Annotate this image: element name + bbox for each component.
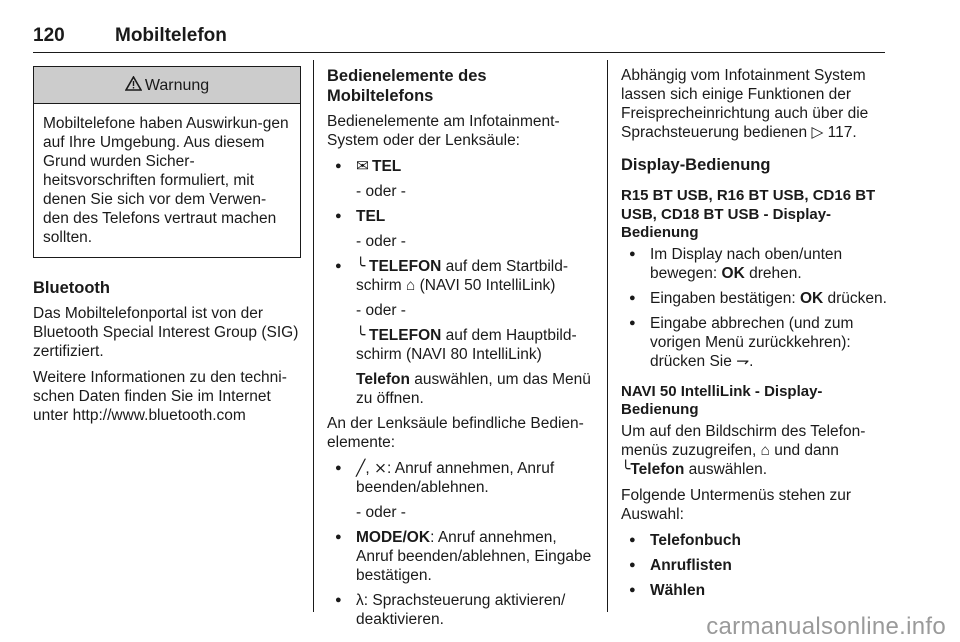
handset-icon: ╰ (356, 327, 366, 344)
page-title: Mobiltelefon (115, 25, 227, 46)
or-text: - oder - (356, 504, 406, 521)
warning-header (34, 67, 300, 104)
list-item: ● ✉ TEL - oder - (327, 157, 593, 201)
home-icon: ⌂ (405, 277, 416, 294)
display-controls-list (621, 245, 887, 371)
column-divider (607, 60, 608, 612)
paragraph: Das Mobiltelefonportal ist von der Bluetooth Special Interest Group (SIG) zertifiziert. (33, 305, 299, 360)
answer-call-icon: ╱ (356, 460, 366, 477)
paragraph: Abhängig vom Infotainment System lassen sich einige Funktionen der Freisprecheinrichtung auch über die Sprachsteuerung bedienen ▷ 117. (621, 67, 869, 141)
watermark: carmanualsonline.info (706, 613, 946, 640)
list-item: ● Im Display nach oben/unten bewegen: OK drehen. (621, 245, 887, 283)
list-item: ● Wählen (621, 581, 887, 600)
list-item: ● MODE/OK: Anruf annehmen, Anruf beenden/ablehnen, Eingabe bestätigen. (327, 528, 593, 585)
subsection-heading: R15 BT USB, R16 BT USB, CD16 BT USB, CD18 BT USB - Display-Bedienung (621, 187, 876, 241)
paragraph: Folgende Untermenüs stehen zur Auswahl: (621, 486, 852, 523)
display-heading: Display-Bedienung (621, 156, 771, 174)
controls-list (327, 157, 593, 408)
bluetooth-heading: Bluetooth (33, 279, 110, 297)
paragraph: Weitere Informationen zu den techni-schen Daten finden Sie im Internet unter http://www.bluetooth.com (33, 369, 287, 424)
warning-title: Warnung (144, 77, 210, 94)
page-reference-icon: ▷ (811, 124, 824, 141)
page-header (33, 22, 885, 53)
voice-control-icon: λ (356, 592, 364, 609)
phone-key-icon: ✉ (356, 158, 369, 175)
subsection-heading: NAVI 50 IntelliLink - Display-Bedienung (621, 382, 823, 418)
list-item: ● Eingabe abbrechen (und zum vorigen Menü zurückkehren): drücken Sie ⇁. (621, 314, 887, 371)
warning-triangle-icon (125, 77, 142, 94)
or-text: - oder - (356, 302, 406, 319)
section-heading: Bedienelemente des Mobiltelefons (327, 67, 487, 105)
handset-icon: ╰ (621, 460, 631, 478)
column-1 (33, 66, 301, 432)
home-icon: ⌂ (760, 441, 770, 459)
list-item: ● Eingaben bestätigen: OK drücken. (621, 289, 887, 308)
list-item: ● ╰ TELEFON auf dem Startbild-schirm ⌂ (NAVI 50 IntelliLink) - oder - ╰ TELEFON auf dem Hauptbild-schirm (NAVI 80 IntelliLink) Telefon auswählen, um das Menü zu öffnen. (327, 257, 593, 408)
column-2 (327, 66, 593, 635)
warning-text: Mobiltelefone haben Auswirkun-gen auf Ihre Umgebung. Aus diesem Grund wurden Sicher-heitsvorschriften formuliert, mit denen Sie sich vor dem Verwen-den des Telefons vertraut machen sollten. (43, 115, 289, 246)
handset-icon: ╰ (356, 258, 366, 275)
warning-box (33, 66, 301, 258)
paragraph: Bedienelemente am Infotainment-System oder der Lenksäule: (327, 113, 560, 149)
submenu-list (621, 531, 887, 600)
list-item: ● λ: Sprachsteuerung aktivieren/ deaktivieren. (327, 591, 593, 629)
steering-controls-list (327, 459, 593, 629)
paragraph: An der Lenksäule befindliche Bedien-elemente: (327, 415, 584, 451)
list-item: ● Anruflisten (621, 556, 887, 575)
column-divider (313, 60, 314, 612)
column-3 (621, 66, 887, 606)
hang-up-icon: ⨯ (373, 460, 387, 477)
page-number: 120 (33, 25, 65, 46)
list-item: ● Telefonbuch (621, 531, 887, 550)
back-arrow-icon: ⇁ (736, 352, 750, 370)
list-item: ● TEL - oder - (327, 207, 593, 251)
or-text: - oder - (356, 233, 406, 250)
list-item: ● ╱, ⨯: Anruf annehmen, Anruf beenden/ablehnen. - oder - (327, 459, 593, 522)
paragraph: Um auf den Bildschirm des Telefon-menüs zuzugreifen, ⌂ und dann ╰Telefon auswählen. (621, 422, 866, 478)
or-text: - oder - (356, 183, 406, 200)
